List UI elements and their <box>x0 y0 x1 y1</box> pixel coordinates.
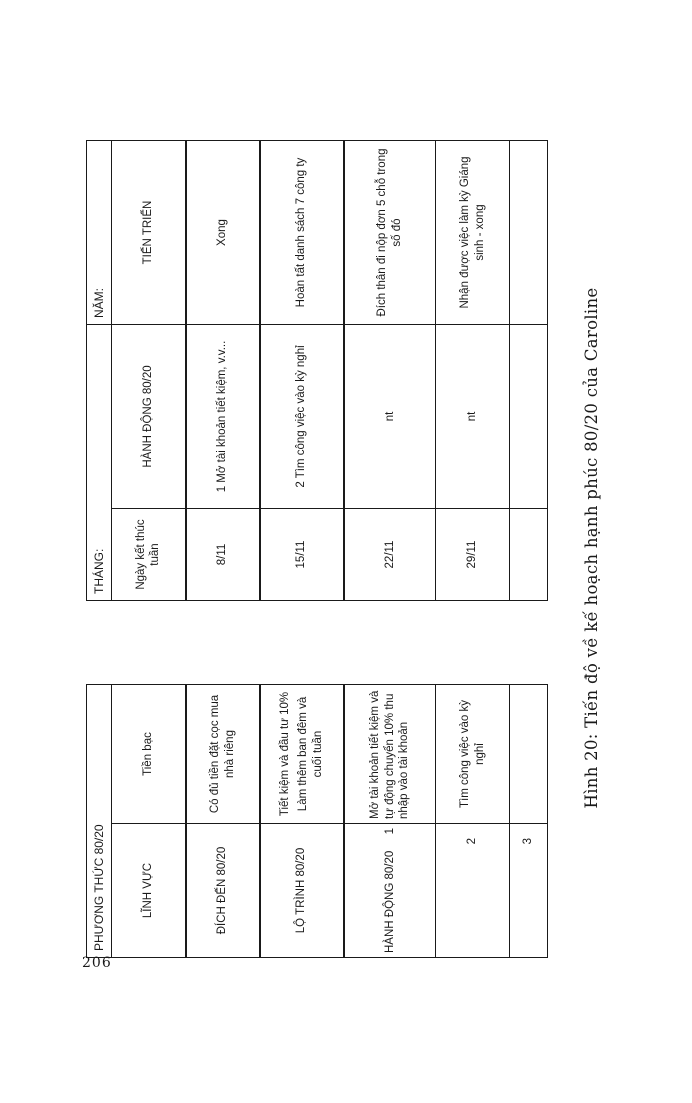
action-number-1: 1 <box>383 828 396 835</box>
col-header-week-end: Ngày kết thúc tuần <box>112 509 186 601</box>
row-action-5 <box>510 325 548 509</box>
row-action-4: nt <box>436 325 510 509</box>
row-progress-3: Đích thân đi nộp đơn 5 chỗ trong số đó <box>344 141 436 325</box>
row-value-action-2: Tìm công việc vào kỳ nghỉ <box>436 684 510 823</box>
row-progress-2: Hoàn tất danh sách 7 công ty <box>260 141 344 325</box>
roadmap-item-2: Làm thêm ban đêm và cuối tuần <box>297 696 324 812</box>
row-progress-5 <box>510 141 548 325</box>
year-label: NĂM: <box>87 141 112 325</box>
figure-caption: Hình 20: Tiến độ về kế hoạch hạnh phúc 80/20 của Caroline <box>582 287 601 809</box>
row-action-2: 2 Tìm công việc vào kỳ nghỉ <box>260 325 344 509</box>
action-number-2: 2 <box>436 824 510 958</box>
row-progress-1: Xong <box>186 141 260 325</box>
col-header-money: Tiền bạc <box>112 684 186 823</box>
action-number-3: 3 <box>510 824 548 958</box>
page-number: 206 <box>82 955 112 971</box>
row-date-4: 29/11 <box>436 509 510 601</box>
row-date-3: 22/11 <box>344 509 436 601</box>
row-value-destination: Có đủ tiền đặt cọc mua nhà riêng <box>186 684 260 823</box>
month-label: THÁNG: <box>87 325 112 601</box>
progress-table <box>86 140 548 601</box>
col-header-area: LĨNH VỰC <box>112 824 186 958</box>
rotated-figure <box>86 138 601 958</box>
col-header-action: HÀNH ĐỘNG 80/20 <box>112 325 186 509</box>
row-action-1: 1 Mở tài khoản tiết kiệm, v.v... <box>186 325 260 509</box>
row-value-action-3 <box>510 684 548 823</box>
row-date-5 <box>510 509 548 601</box>
roadmap-item-1: Tiết kiệm và đầu tư 10% <box>278 691 291 817</box>
row-label-roadmap: LỘ TRÌNH 80/20 <box>260 824 344 958</box>
row-value-roadmap <box>260 684 344 823</box>
row-value-action-1: Mở tài khoản tiết kiệm và tự động chuyển 10% thu nhập vào tài khoản <box>344 684 436 823</box>
col-header-progress: TIẾN TRIỂN <box>112 141 186 325</box>
action-label: HÀNH ĐỘNG 80/20 <box>383 850 396 953</box>
row-date-2: 15/11 <box>260 509 344 601</box>
row-date-1: 8/11 <box>186 509 260 601</box>
row-label-action <box>344 824 436 958</box>
row-progress-4: Nhận được việc làm kỳ Giáng sinh - xong <box>436 141 510 325</box>
row-action-3: nt <box>344 325 436 509</box>
method-table <box>86 684 548 958</box>
row-label-destination: ĐÍCH ĐẾN 80/20 <box>186 824 260 958</box>
method-table-title: PHƯƠNG THỨC 80/20 <box>87 684 112 957</box>
